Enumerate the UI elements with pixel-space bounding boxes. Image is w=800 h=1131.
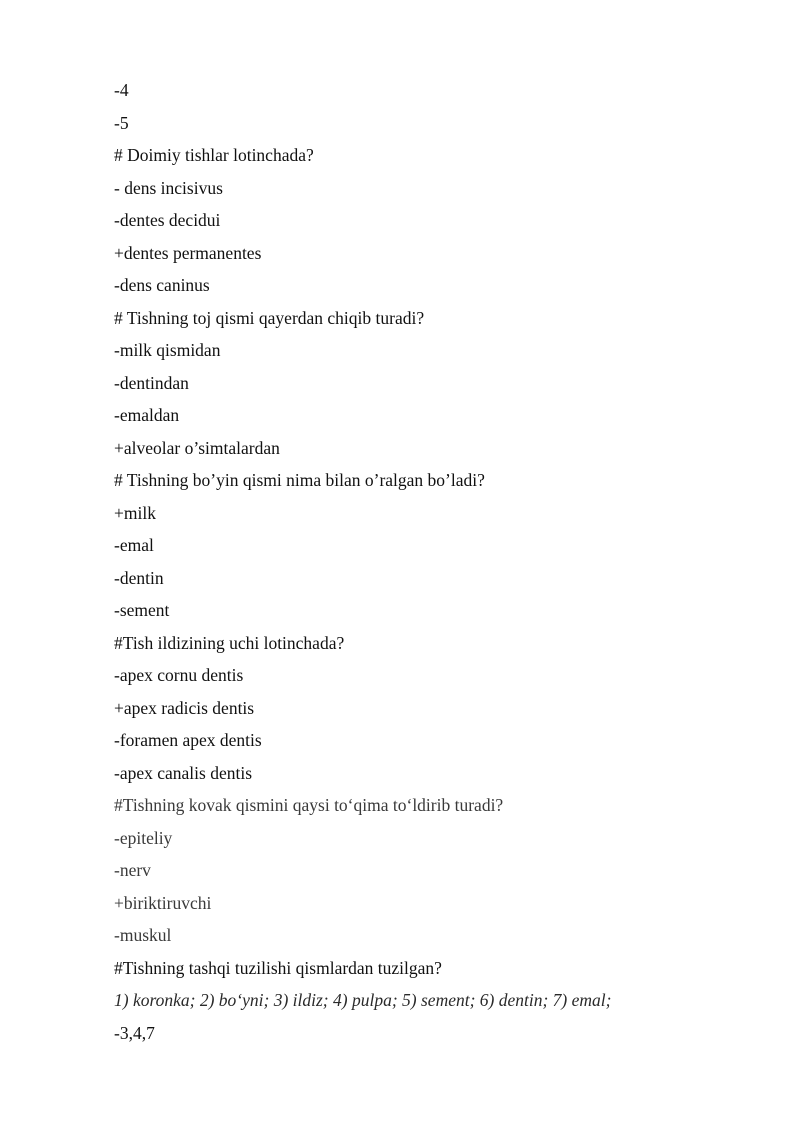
correct-option-line: +milk — [114, 502, 156, 523]
question-line: # Tishning bo’yin qismi nima bilan o’ralgan bo’ladi? — [114, 470, 485, 490]
option-line: -muskul — [114, 925, 172, 945]
question-line: #Tish ildizining uchi lotinchada? — [114, 632, 345, 653]
parts-list-line: 1) koronka; 2) bo‘yni; 3) ildiz; 4) pulpa; 5) sement; 6) dentin; 7) emal; — [114, 990, 612, 1010]
option-line: -dentindan — [114, 372, 189, 393]
question-line: # Tishning toj qismi qayerdan chiqib turadi? — [114, 307, 425, 328]
question-line: #Tishning tashqi tuzilishi qismlardan tuzilgan? — [114, 957, 442, 978]
correct-option-line: +dentes permanentes — [114, 242, 262, 263]
option-line: -5 — [114, 112, 129, 133]
option-line: -apex canalis dentis — [114, 762, 253, 783]
correct-option-line: +alveolar o’simtalardan — [114, 437, 280, 458]
option-line: -emaldan — [114, 405, 180, 425]
option-line: - dens incisivus — [114, 177, 223, 198]
option-line: -epiteliy — [114, 827, 173, 848]
option-line: -sement — [114, 600, 170, 620]
option-line: -milk qismidan — [114, 340, 221, 360]
option-line: -emal — [114, 535, 154, 555]
option-line: -4 — [114, 80, 129, 100]
correct-option-line: +apex radicis dentis — [114, 697, 255, 718]
option-line: -foramen apex dentis — [114, 730, 262, 750]
correct-option-line: +biriktiruvchi — [114, 892, 212, 913]
option-line: -apex cornu dentis — [114, 665, 244, 685]
option-line: -dens caninus — [114, 275, 210, 295]
question-line: # Doimiy tishlar lotinchada? — [114, 145, 314, 165]
question-line: #Tishning kovak qismini qaysi to‘qima to‘ldirib turadi? — [114, 795, 504, 815]
quiz-text-block — [114, 74, 754, 1049]
option-line: -nerv — [114, 860, 151, 880]
option-line: -dentes decidui — [114, 210, 221, 230]
option-line: -3,4,7 — [114, 1022, 155, 1043]
option-line: -dentin — [114, 567, 164, 588]
